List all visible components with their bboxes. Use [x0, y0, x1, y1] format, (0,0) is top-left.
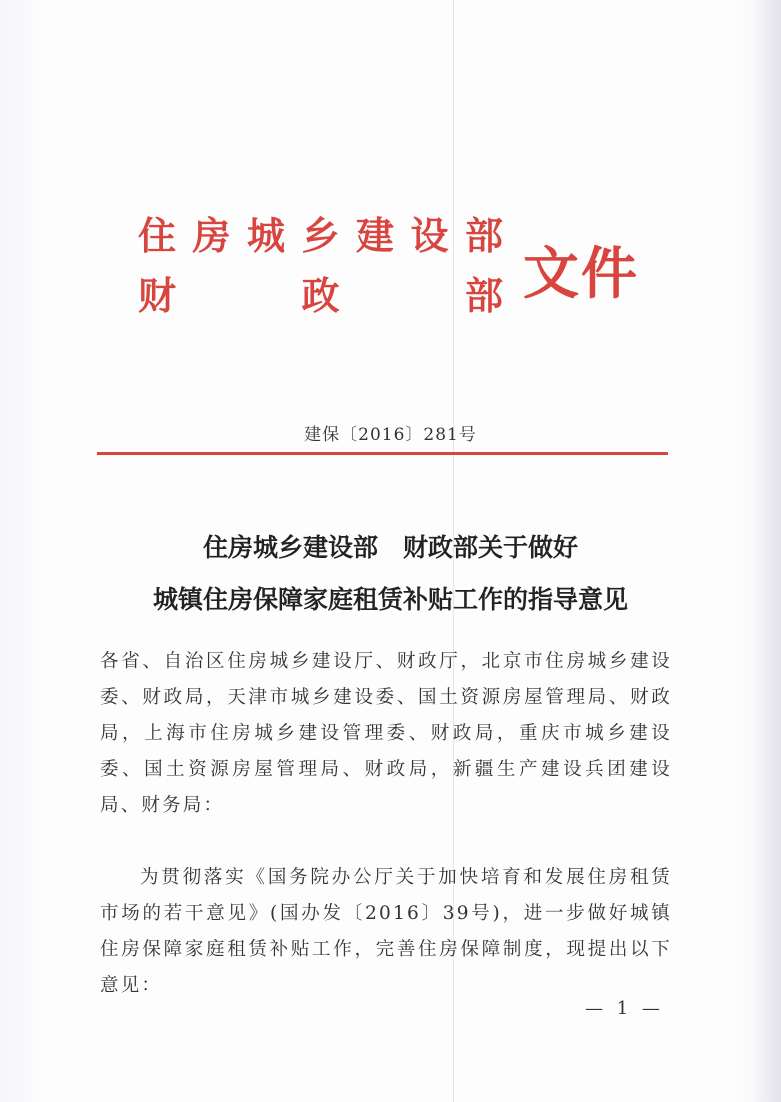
header-char: 乡 — [301, 213, 340, 258]
header-org-line-1 — [133, 206, 508, 258]
header-org-line-2 — [133, 266, 508, 318]
document-title-line-2: 城镇住房保障家庭租赁补贴工作的指导意见 — [152, 585, 628, 614]
header-char: 部 — [464, 273, 503, 318]
recipients-paragraph: 各省、自治区住房城乡建设厅、财政厅，北京市住房城乡建设委、财政局，天津市城乡建设委、国土资源房屋管理局、财政局，上海市住房城乡建设管理委、财政局，重庆市城乡建设委、国土资源房屋管理局、财政局，新疆生产建设兵团建设局、财务局： — [100, 651, 672, 816]
body-paragraph-1: 为贯彻落实《国务院办公厅关于加快培育和发展住房租赁市场的若干意见》(国办发〔2016〕39号)，进一步做好城镇住房保障家庭租赁补贴工作，完善住房保障制度，现提出以下意见： — [100, 867, 672, 996]
header-char: 设 — [410, 213, 449, 258]
red-divider-rule — [97, 452, 668, 455]
header-char: 部 — [464, 213, 503, 258]
header-char: 建 — [355, 213, 394, 258]
header-char: 财 — [137, 273, 176, 318]
header-char: 住 — [137, 213, 176, 258]
document-header — [133, 200, 653, 320]
document-title-line-1: 住房城乡建设部 财政部关于做好 — [202, 533, 578, 562]
header-char: 政 — [301, 273, 340, 318]
header-suffix: 文件 — [523, 242, 639, 307]
page-number: — 1 — — [585, 998, 664, 1019]
header-char: 城 — [246, 213, 285, 258]
header-char: 房 — [192, 213, 231, 258]
document-number: 建保〔2016〕281号 — [304, 425, 477, 445]
